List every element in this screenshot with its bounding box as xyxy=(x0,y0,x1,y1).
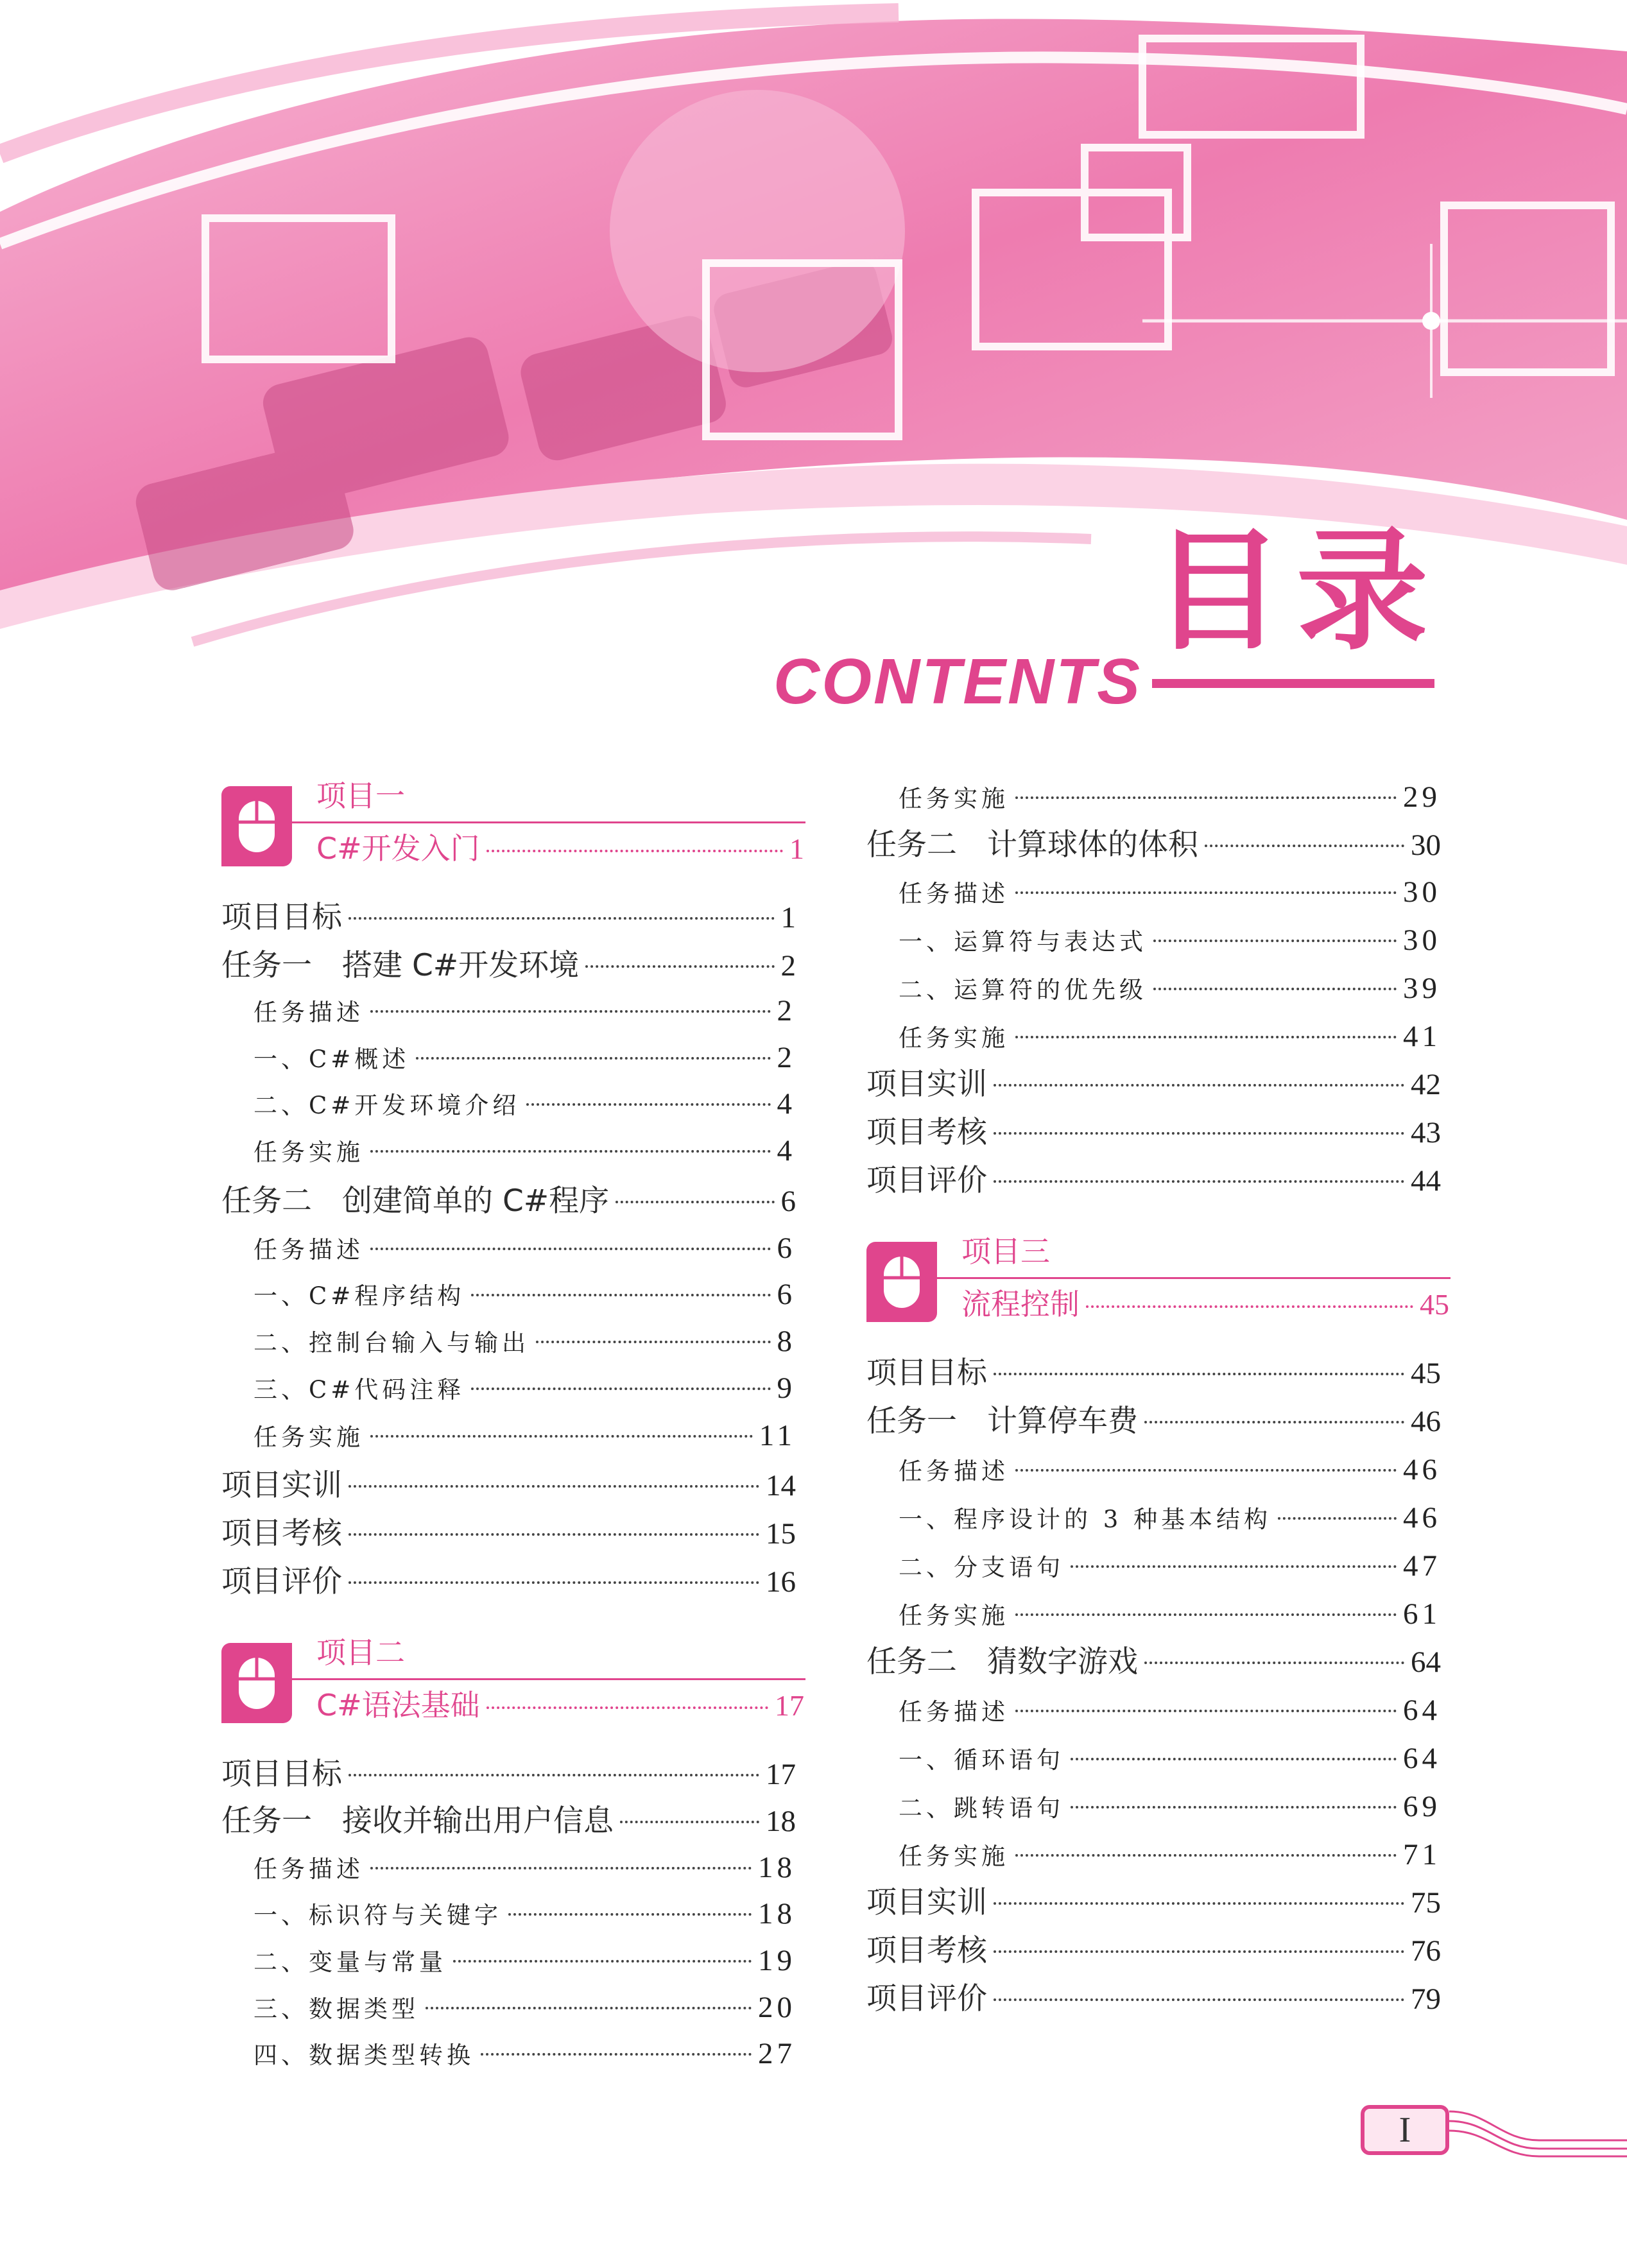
entry-page: 29 xyxy=(1403,780,1441,814)
entry-text: 项目实训 xyxy=(866,1885,987,1920)
entry-text: 任务二 猜数字游戏 xyxy=(866,1644,1138,1680)
entry-page: 15 xyxy=(766,1517,796,1551)
toc-subentry[interactable] xyxy=(254,1416,796,1457)
entry-text: 任务实施 xyxy=(254,1423,364,1451)
entry-page: 46 xyxy=(1403,1453,1441,1486)
entry-text: 二、跳转语句 xyxy=(899,1794,1064,1822)
entry-text: 一、C#概述 xyxy=(254,1045,410,1073)
entry-text: 项目考核 xyxy=(866,1933,987,1968)
entry-text: 二、控制台输入与输出 xyxy=(254,1329,529,1357)
dot-leader xyxy=(471,1294,770,1296)
toc-entry[interactable] xyxy=(866,1884,1441,1922)
entry-text: 任务描述 xyxy=(254,1855,364,1883)
entry-page: 76 xyxy=(1411,1934,1441,1968)
entry-page: 18 xyxy=(758,1897,796,1930)
dot-leader xyxy=(994,1132,1404,1135)
entry-text: 任务描述 xyxy=(899,1457,1009,1485)
toc-subentry[interactable] xyxy=(899,1787,1441,1828)
entry-page: 39 xyxy=(1403,972,1441,1005)
dot-leader xyxy=(1071,1758,1397,1760)
entry-page: 64 xyxy=(1403,1694,1441,1727)
project-page: 45 xyxy=(1420,1288,1449,1321)
dot-leader xyxy=(426,2007,752,2009)
entry-page: 1 xyxy=(780,901,796,934)
entry-text: 一、C#程序结构 xyxy=(254,1282,465,1310)
entry-page: 64 xyxy=(1411,1645,1441,1679)
toc-entry[interactable] xyxy=(866,1354,1441,1393)
entry-page: 46 xyxy=(1411,1405,1441,1438)
project-title-link[interactable] xyxy=(316,829,804,868)
toc-subentry[interactable] xyxy=(899,1017,1441,1058)
dot-leader xyxy=(370,1010,771,1013)
entry-page: 4 xyxy=(777,1087,796,1121)
entry-page: 30 xyxy=(1403,875,1441,909)
entry-page: 45 xyxy=(1411,1357,1441,1390)
entry-page: 17 xyxy=(766,1758,796,1791)
mouse-icon xyxy=(236,798,278,855)
entry-text: 一、程序设计的 3 种基本结构 xyxy=(899,1506,1272,1533)
entry-page: 47 xyxy=(1403,1549,1441,1583)
entry-page: 2 xyxy=(780,949,796,983)
dot-leader xyxy=(349,1533,759,1536)
toc-subentry[interactable] xyxy=(254,1941,796,1982)
entry-page: 27 xyxy=(758,2037,796,2070)
toc-entry[interactable] xyxy=(866,1402,1441,1441)
entry-page: 75 xyxy=(1411,1886,1441,1920)
entry-text: 一、循环语句 xyxy=(899,1746,1064,1774)
entry-page: 18 xyxy=(758,1851,796,1884)
project-title-link[interactable] xyxy=(316,1686,804,1725)
toc-entry[interactable] xyxy=(221,1466,796,1505)
entry-text: 一、运算符与表达式 xyxy=(899,928,1147,956)
toc-subentry[interactable] xyxy=(254,1131,796,1172)
toc-subentry[interactable] xyxy=(899,921,1441,961)
entry-text: 项目实训 xyxy=(866,1067,987,1102)
dot-leader xyxy=(1278,1517,1397,1520)
entry-page: 2 xyxy=(777,1041,796,1074)
entry-page: 11 xyxy=(759,1419,796,1452)
entry-text: 任务二 创建简单的 C#程序 xyxy=(221,1183,610,1219)
entry-page: 30 xyxy=(1403,924,1441,957)
entry-text: 二、变量与常量 xyxy=(254,1948,447,1976)
entry-text: 一、标识符与关键字 xyxy=(254,1902,502,1929)
mouse-icon xyxy=(881,1253,923,1311)
dot-leader xyxy=(1086,1305,1413,1308)
toc-subentry[interactable] xyxy=(254,1322,796,1362)
entry-page: 79 xyxy=(1411,1982,1441,2016)
entry-page: 30 xyxy=(1411,829,1441,862)
dot-leader xyxy=(994,1084,1404,1087)
dot-leader xyxy=(349,917,775,920)
toc-subentry[interactable] xyxy=(254,1369,796,1409)
project-page: 1 xyxy=(789,832,804,865)
entry-page: 18 xyxy=(766,1805,796,1838)
entry-text: 项目目标 xyxy=(866,1355,987,1391)
dot-leader xyxy=(508,1913,752,1916)
project-title: C#开发入门 xyxy=(316,831,480,866)
project-number: 项目二 xyxy=(316,1635,405,1670)
dot-leader xyxy=(616,1201,774,1203)
toc-entry[interactable] xyxy=(866,826,1441,864)
toc-subentry[interactable] xyxy=(899,1739,1441,1780)
toc-entry[interactable] xyxy=(866,1113,1441,1152)
entry-page: 6 xyxy=(777,1232,796,1265)
entry-text: 任务描述 xyxy=(899,1698,1009,1726)
project-header xyxy=(866,1232,1451,1348)
toc-entry[interactable] xyxy=(221,1182,796,1221)
toc-subentry[interactable] xyxy=(254,1848,796,1889)
dot-leader xyxy=(620,1821,759,1823)
entry-page: 19 xyxy=(758,1944,796,1977)
toc-entry[interactable] xyxy=(221,1515,796,1553)
project-rule xyxy=(937,1277,1451,1279)
toc-subentry[interactable] xyxy=(254,1275,796,1316)
toc-subentry[interactable] xyxy=(899,1450,1441,1491)
dot-leader xyxy=(349,1774,759,1776)
entry-text: 任务二 计算球体的体积 xyxy=(866,827,1198,863)
footer-decoration xyxy=(1449,2105,1627,2169)
project-badge xyxy=(866,1242,937,1322)
project-badge xyxy=(221,1643,292,1723)
toc-entry[interactable] xyxy=(866,1065,1441,1104)
entry-page: 69 xyxy=(1403,1790,1441,1823)
project-rule xyxy=(292,1678,805,1680)
toc-subentry[interactable] xyxy=(899,1547,1441,1587)
project-rule xyxy=(292,821,805,823)
toc-entry[interactable] xyxy=(866,1932,1441,1970)
entry-page: 64 xyxy=(1403,1742,1441,1775)
entry-page: 43 xyxy=(1411,1116,1441,1149)
project-title: 流程控制 xyxy=(961,1287,1080,1321)
toc-subentry[interactable] xyxy=(899,1835,1441,1876)
toc-subentry[interactable] xyxy=(254,992,796,1032)
toc-subentry[interactable] xyxy=(899,1499,1441,1539)
dot-leader xyxy=(994,1180,1404,1183)
dot-leader xyxy=(370,1867,752,1869)
project-header xyxy=(221,1633,805,1749)
entry-page: 6 xyxy=(780,1185,796,1218)
title-underline xyxy=(1152,679,1434,688)
project-page: 17 xyxy=(775,1689,804,1722)
entry-text: 项目实训 xyxy=(221,1468,342,1503)
entry-page: 2 xyxy=(777,994,796,1027)
toc-entry[interactable] xyxy=(866,1162,1441,1200)
entry-page: 71 xyxy=(1403,1838,1441,1871)
dot-leader xyxy=(536,1341,771,1343)
entry-text: 任务描述 xyxy=(254,999,364,1026)
toc-entry[interactable] xyxy=(221,1802,796,1841)
project-number: 项目三 xyxy=(961,1234,1050,1269)
toc-subentry[interactable] xyxy=(254,1988,796,2029)
dot-leader xyxy=(526,1103,770,1106)
entry-text: 二、C#开发环境介绍 xyxy=(254,1092,521,1119)
entry-page: 14 xyxy=(766,1469,796,1502)
toc-subentry[interactable] xyxy=(899,1595,1441,1635)
toc-subentry[interactable] xyxy=(254,2034,796,2075)
entry-text: 任务实施 xyxy=(899,1024,1009,1052)
dot-leader xyxy=(349,1485,759,1488)
dot-leader xyxy=(471,1387,770,1390)
dot-leader xyxy=(1153,988,1397,990)
dot-leader xyxy=(1144,1421,1404,1423)
dot-leader xyxy=(1071,1565,1397,1568)
dot-leader xyxy=(1205,845,1404,847)
entry-page: 44 xyxy=(1411,1164,1441,1198)
toc-entry[interactable] xyxy=(221,947,796,985)
entry-text: 项目考核 xyxy=(221,1516,342,1551)
toc-entry[interactable] xyxy=(221,1563,796,1601)
entry-page: 61 xyxy=(1403,1597,1441,1631)
project-badge xyxy=(221,786,292,866)
toc-subentry[interactable] xyxy=(899,778,1441,818)
dot-leader xyxy=(994,1950,1404,1953)
dot-leader xyxy=(486,850,783,852)
entry-text: 二、分支语句 xyxy=(899,1554,1064,1581)
dot-leader xyxy=(1015,1710,1397,1712)
dot-leader xyxy=(370,1150,771,1153)
toc-subentry[interactable] xyxy=(254,1085,796,1125)
entry-text: 任务描述 xyxy=(899,880,1009,907)
entry-text: 任务描述 xyxy=(254,1236,364,1264)
toc-entry[interactable] xyxy=(866,1643,1441,1681)
entry-text: 四、数据类型转换 xyxy=(254,2041,474,2069)
dot-leader xyxy=(1015,1036,1397,1038)
page-title-en: CONTENTS xyxy=(773,646,1142,717)
entry-page: 46 xyxy=(1403,1501,1441,1534)
entry-page: 9 xyxy=(777,1371,796,1405)
entry-text: 任务一 计算停车费 xyxy=(866,1404,1138,1439)
dot-leader xyxy=(994,1902,1404,1905)
dot-leader xyxy=(1015,1613,1397,1616)
entry-text: 项目评价 xyxy=(221,1564,342,1599)
toc-subentry[interactable] xyxy=(899,1691,1441,1731)
entry-page: 16 xyxy=(766,1565,796,1599)
page-number: I xyxy=(1361,2105,1449,2155)
entry-text: 项目考核 xyxy=(866,1115,987,1150)
entry-page: 4 xyxy=(777,1134,796,1167)
entry-text: 三、C#代码注释 xyxy=(254,1376,465,1404)
entry-text: 三、数据类型 xyxy=(254,1995,419,2023)
project-header xyxy=(221,777,805,892)
toc-subentry[interactable] xyxy=(254,1038,796,1079)
entry-page: 41 xyxy=(1403,1020,1441,1053)
dot-leader xyxy=(1071,1806,1397,1808)
entry-text: 任务一 接收并输出用户信息 xyxy=(221,1803,614,1839)
dot-leader xyxy=(1015,796,1397,799)
dot-leader xyxy=(994,1373,1404,1375)
toc-subentry[interactable] xyxy=(254,1229,796,1269)
entry-text: 二、运算符的优先级 xyxy=(899,976,1147,1004)
dot-leader xyxy=(349,1581,759,1584)
toc-entry[interactable] xyxy=(221,1755,796,1794)
dot-leader xyxy=(1144,1662,1404,1664)
dot-leader xyxy=(370,1248,771,1250)
entry-page: 6 xyxy=(777,1278,796,1311)
toc-subentry[interactable] xyxy=(899,969,1441,1009)
entry-text: 任务一 搭建 C#开发环境 xyxy=(221,948,580,983)
project-title: C#语法基础 xyxy=(316,1688,480,1722)
project-title-link[interactable] xyxy=(961,1285,1449,1324)
entry-text: 任务实施 xyxy=(899,1602,1009,1629)
dot-leader xyxy=(994,1998,1404,2001)
project-number: 项目一 xyxy=(316,778,405,813)
entry-text: 任务实施 xyxy=(899,785,1009,812)
entry-text: 项目目标 xyxy=(221,1757,342,1792)
entry-text: 项目目标 xyxy=(221,900,342,935)
entry-text: 项目评价 xyxy=(866,1163,987,1198)
dot-leader xyxy=(486,1706,768,1709)
page-title-cn: 目录 xyxy=(1152,515,1441,668)
dot-leader xyxy=(453,1960,752,1963)
toc-subentry[interactable] xyxy=(899,873,1441,913)
dot-leader xyxy=(1015,1854,1397,1857)
toc-subentry[interactable] xyxy=(254,1894,796,1935)
dot-leader xyxy=(481,2053,752,2056)
dot-leader xyxy=(1015,1469,1397,1472)
toc-entry[interactable] xyxy=(221,898,796,937)
mouse-icon xyxy=(236,1654,278,1712)
dot-leader xyxy=(370,1435,753,1438)
dot-leader xyxy=(416,1057,770,1060)
toc-entry[interactable] xyxy=(866,1980,1441,2018)
entry-page: 8 xyxy=(777,1325,796,1358)
entry-page: 42 xyxy=(1411,1068,1441,1101)
dot-leader xyxy=(585,965,774,968)
entry-page: 20 xyxy=(758,1991,796,2024)
entry-text: 任务实施 xyxy=(899,1843,1009,1870)
dot-leader xyxy=(1153,940,1397,942)
entry-text: 任务实施 xyxy=(254,1138,364,1166)
entry-text: 项目评价 xyxy=(866,1981,987,2016)
dot-leader xyxy=(1015,891,1397,894)
